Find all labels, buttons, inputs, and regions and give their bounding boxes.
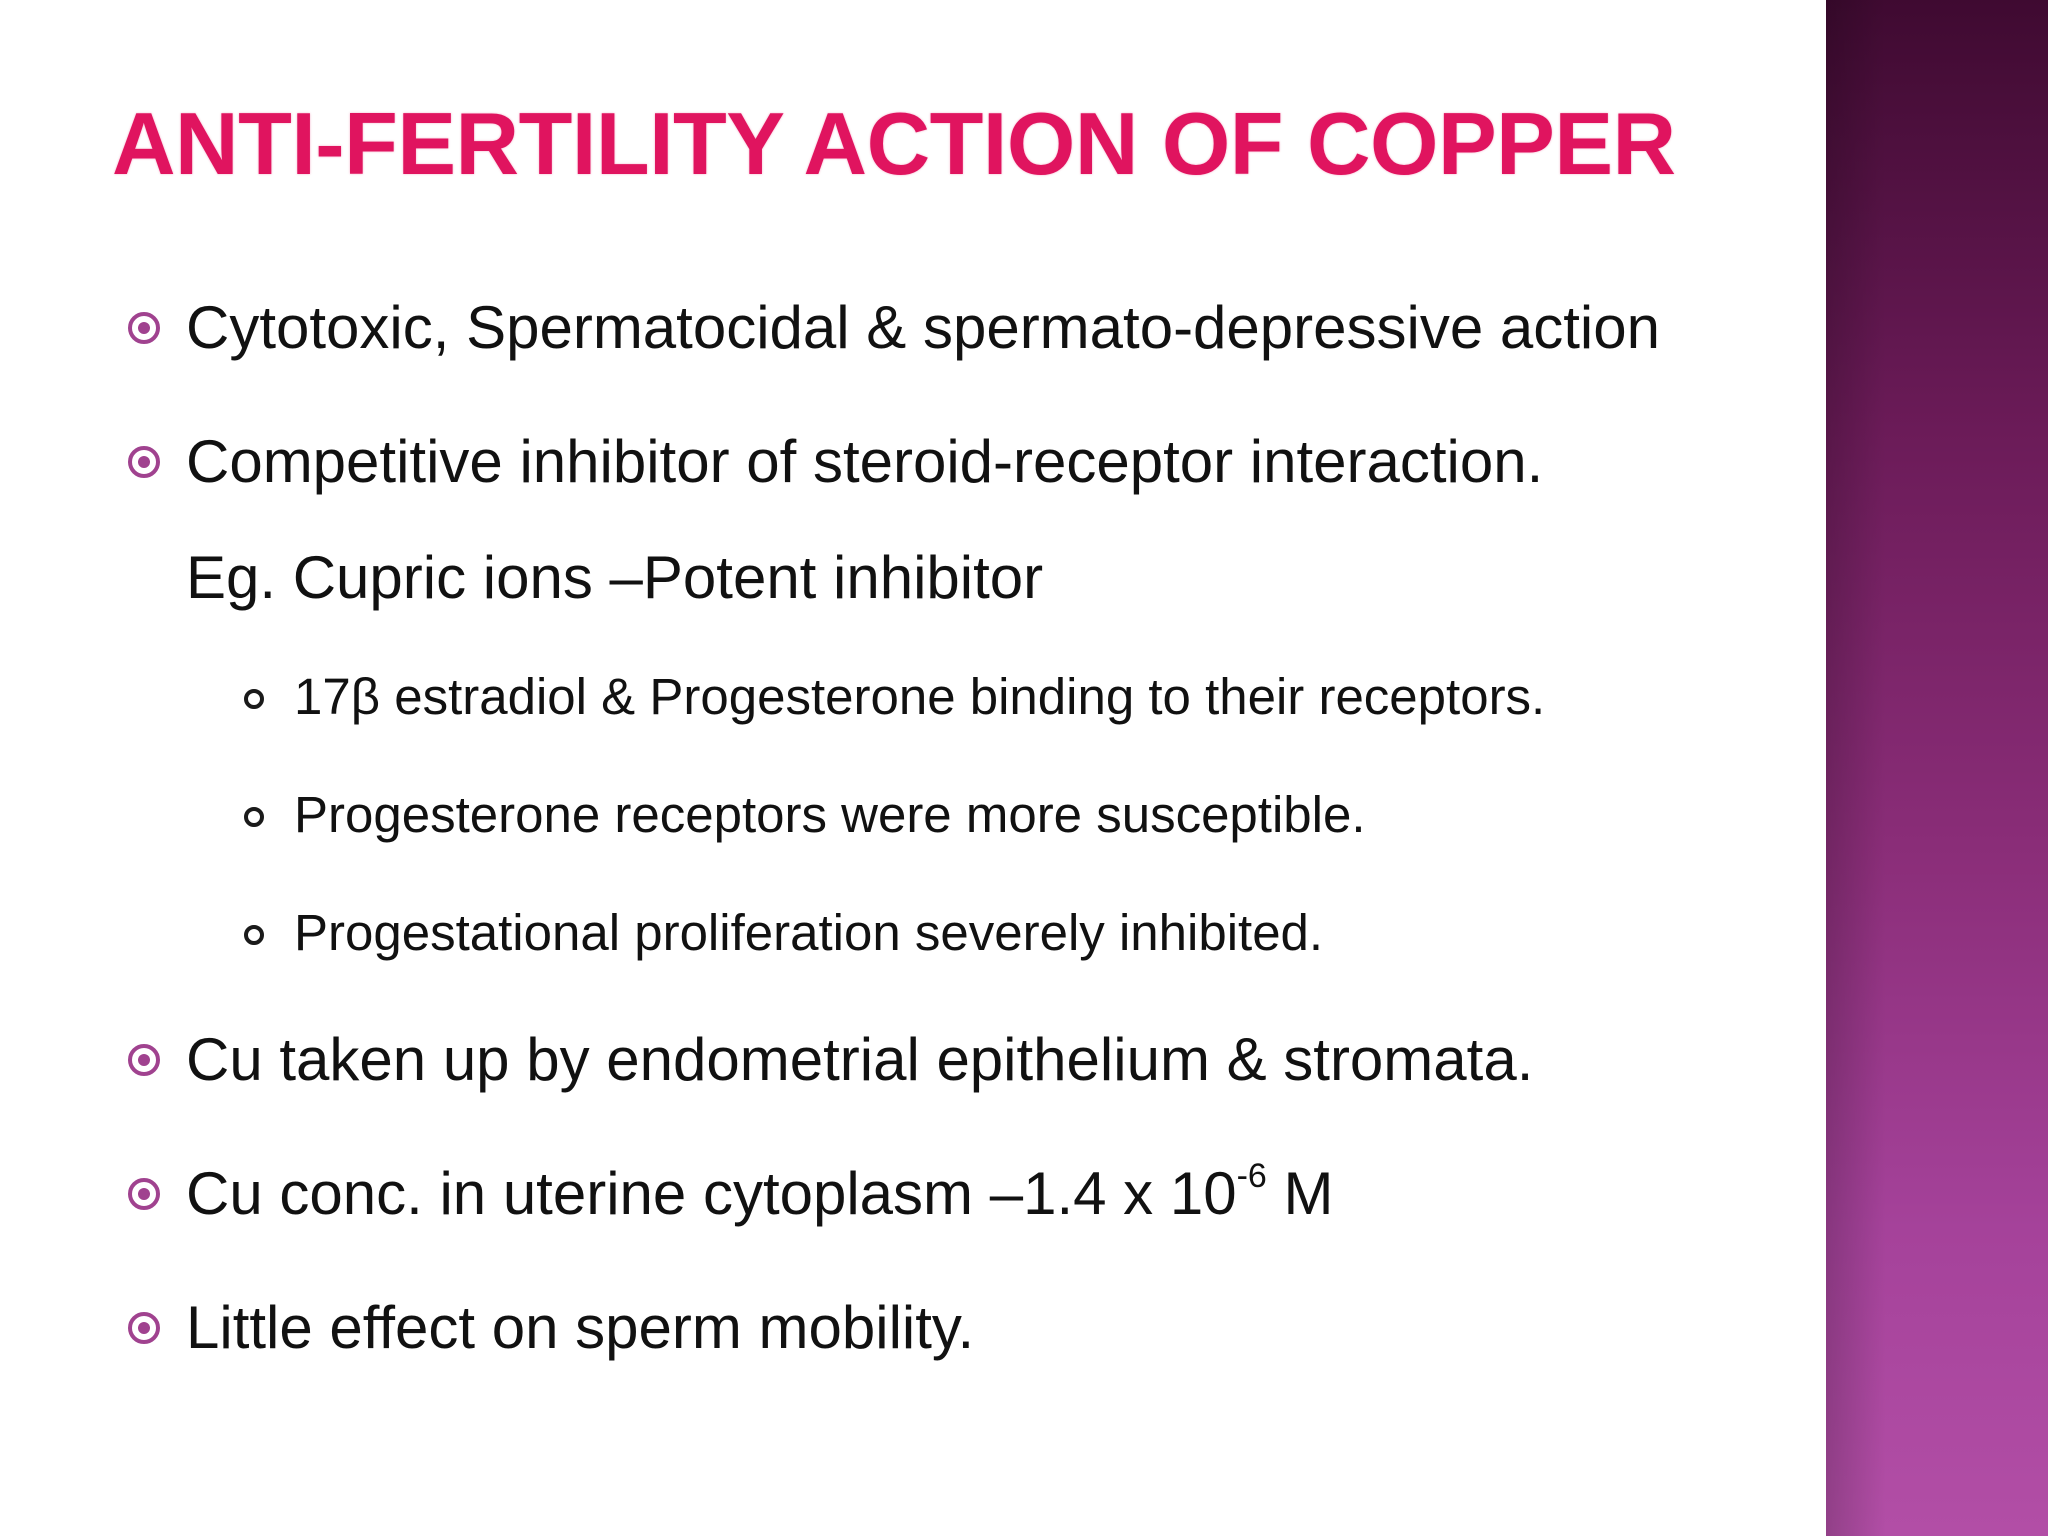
bullet-text: Cu taken up by endometrial epithelium & stromata. [186, 1026, 1534, 1093]
concentration-text: Cu conc. in uterine cytoplasm –1.4 x 10 [186, 1160, 1237, 1227]
hollow-circle-bullet-icon [244, 925, 264, 945]
hollow-circle-bullet-icon [244, 807, 264, 827]
circle-bullet-icon [128, 312, 160, 344]
bullet-text [186, 1158, 1333, 1230]
decorative-side-band [1826, 0, 2048, 1536]
bullet-text: Competitive inhibitor of steroid-receptor interaction. [186, 428, 1544, 495]
bullet-text: Little effect on sperm mobility. [186, 1294, 975, 1361]
slide-title: ANTI-FERTILITY ACTION OF COPPER [112, 94, 1676, 193]
sub-bullet-text: Progestational proliferation severely inhibited. [294, 904, 1324, 961]
sub-bullet-text: Progesterone receptors were more susceptible. [294, 786, 1366, 843]
unit-text: M [1266, 1160, 1334, 1227]
circle-bullet-icon [128, 1312, 160, 1344]
circle-bullet-icon [128, 1178, 160, 1210]
circle-bullet-icon [128, 446, 160, 478]
bullet-text: Cytotoxic, Spermatocidal & spermato-depressive action [186, 294, 1660, 361]
exponent: -6 [1236, 1157, 1267, 1195]
circle-bullet-icon [128, 1044, 160, 1076]
hollow-circle-bullet-icon [244, 689, 264, 709]
sub-bullet-text: 17β estradiol & Progesterone binding to their receptors. [294, 668, 1546, 725]
bullet-continuation: Eg. Cupric ions –Potent inhibitor [186, 544, 1044, 611]
